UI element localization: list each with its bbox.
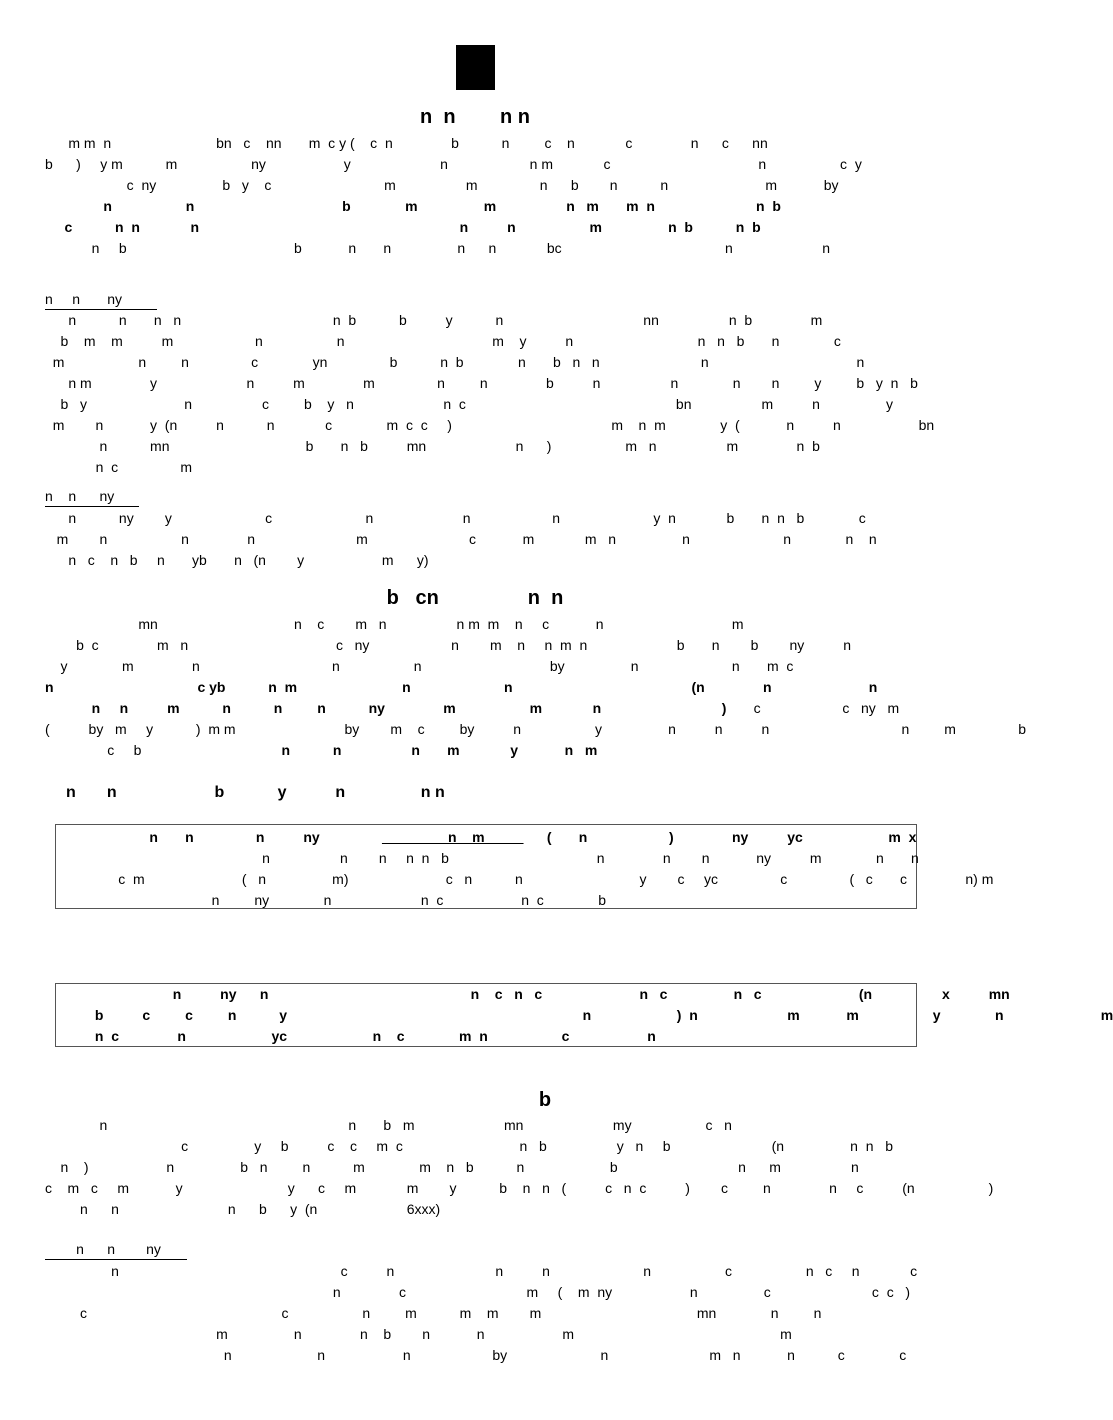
section1-line-3: m n n c yn b n b n b n n n n [45,354,865,370]
box1-line-1-prefix: n n n ny [56,829,382,845]
section6-subheading: n n ny [45,1240,187,1260]
intro-line-2: b ) y m m ny y n n m c n c y [45,156,862,172]
section3-heading: b cn n n [386,587,564,609]
box2-line-3: n c n yc n c m n c n [56,1028,656,1044]
section3-mixed-line-tail: c c ny m [726,700,900,716]
section6-line-3: c c n m m m m mn n n [45,1305,822,1321]
section1-line-2: b m m m n n m y n n n b n c [45,333,841,349]
section3-last-line-plain: c b [45,742,142,758]
section6-line-1: n c n n n n c n c n c [45,1263,918,1279]
box1-line-2: n n n n n b n n n ny m n n [56,850,919,866]
callout-box-1 [55,824,994,909]
box1-line-1 [56,827,916,848]
section6-line-5: n n n by n m n n c c [45,1347,907,1363]
section5-line-2: c y b c c m c n b y n b (n n n b [45,1138,893,1154]
section3-line-2: b c m n c ny n m n n m n b n b ny n [45,637,851,653]
section3-line-3: y m n n n by n n m c [45,658,794,674]
section5-line-5: n n n b y (n 6xxx) [45,1201,441,1217]
intro-line-5: c n n n n n m n b n b [45,219,761,235]
box1-line-3: c m ( n m) c n n y c yc c ( c c n) m [56,871,994,887]
logo-block [456,45,495,90]
section3-line-1: mn n c m n n m m n c n m [45,616,744,632]
section5-heading: b [538,1089,552,1111]
section5-line-3: n ) n b n n m m n b n b n m n [45,1159,859,1175]
intro-line-6: n b b n n n n bc n n [45,240,830,256]
section3-line-4: ( by m y ) m m by m c by n y n n n n m b [45,721,1026,737]
section6-line-4: m n n b n n m m [45,1326,792,1342]
section1-subheading: n n ny [45,290,157,310]
section2-line-1: n ny y c n n n y n b n n b c [45,510,866,526]
section1-line-7: n mn b n b mn n ) m n m n b [45,438,820,454]
section1-line-4: n m y n m m n n b n n n n y b y n b [45,375,918,391]
section1-line-8: n c m [45,459,193,475]
section3-last-line-bold: n n n m y n m [141,742,598,758]
box1-line-4: n ny n n c n c b [56,892,607,908]
box1-line-1-underlined: n m [381,829,524,845]
section1-line-1: n n n n n b b y n nn n b m [45,312,823,328]
document-title: n n n n [420,106,530,128]
callout-box-2 [55,983,1113,1047]
section3-bold-line-1: n c yb n m n n (n n n [45,679,878,695]
intro-line-4: n n b m m n m m n n b [45,198,781,214]
intro-line-1: m m n bn c nn m c y ( c n b n c n c n c nn [45,135,768,151]
section4-heading: n n b y n n n [66,784,445,801]
section2-line-3: n c n b n yb n (n y m y) [45,552,429,568]
intro-line-3: c ny b y c m m n b n n m by [45,177,839,193]
section1-line-5: b y n c b y n n c bn m n y [45,396,893,412]
section6-line-2: n c m ( m ny n c c c ) [45,1284,911,1300]
box1-line-1-suffix: ( n ) ny yc m x [523,829,917,845]
section2-line-2: m n n n m c m m n n n n n [45,531,877,547]
section1-line-6: m n y (n n n c m c c ) m n m y ( n n bn [45,417,935,433]
box2-line-2: b c c n y n ) n m m y n m [56,1007,1113,1023]
section5-line-4: c m c m y y c m m y b n n ( c n c ) c n n c (n ) [45,1180,994,1196]
section3-mixed-line [45,698,907,719]
box2-line-1: n ny n n c n c n c n c (n x mn [56,986,1010,1002]
section3-last-line [45,740,907,761]
section5-line-1: n n b m mn my c n [45,1117,732,1133]
section3-bold-line-2: n n m n n n ny m m n ) [45,700,727,716]
section2-subheading: n n ny [45,487,139,507]
